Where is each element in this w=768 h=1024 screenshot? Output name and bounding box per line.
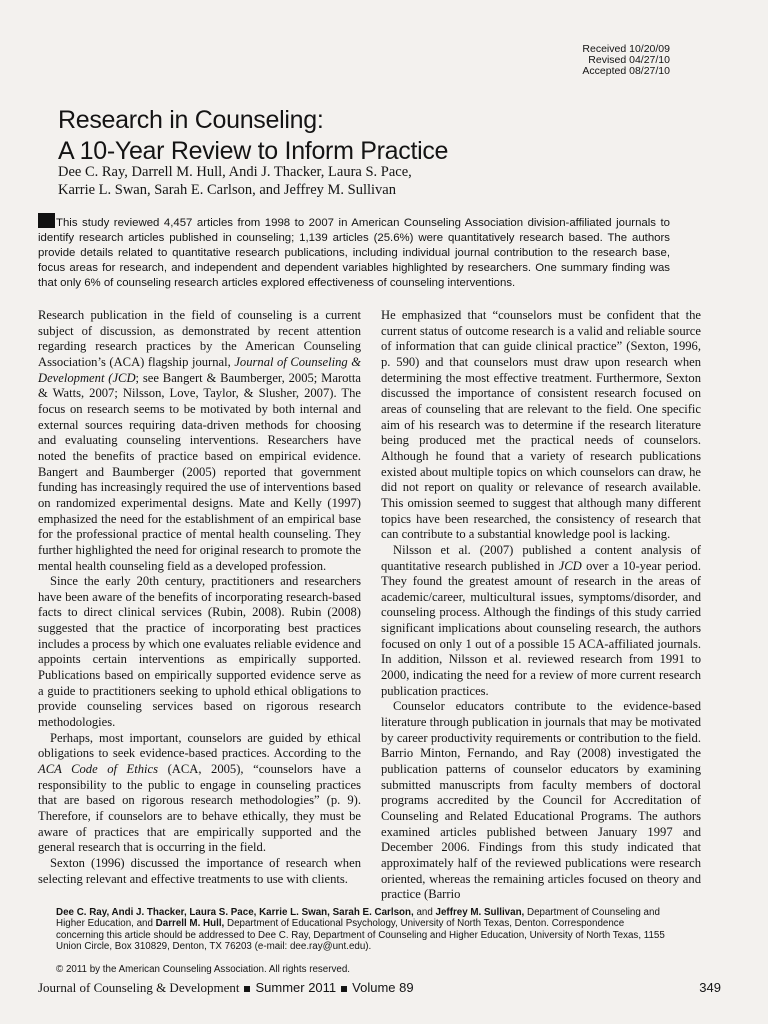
text-run: Research publication in the field of counseling is a current subject of discussion, as demonstrated by recent attention regarding research practices by the American Counseling Association’s (ACA) flagship journal, <box>38 308 361 369</box>
title-line-2: A 10-Year Review to Inform Practice <box>58 136 449 165</box>
text-run: over a 10-year period. They found the greatest amount of research in the areas of academic/career, multicultural issues, symptoms/disorder, and counseling process. Although the findings of this study carried significant implications about counseling research, the authors focused on only 1 out of a possible 15 ACA-affiliated journals. In addition, Nilsson et al. reviewed research from 1991 to 2000, indicating the need for a review of more current research publication practices. <box>381 558 702 698</box>
text-run: and <box>413 907 436 918</box>
journal-name: Journal of Counseling & Development <box>38 980 240 995</box>
abstract <box>38 213 670 291</box>
author-name: Jeffrey M. Sullivan, <box>435 907 525 918</box>
section-marker-icon <box>38 213 55 228</box>
copyright-notice: © 2011 by the American Counseling Association. All rights reserved. <box>56 964 351 975</box>
body-column-left <box>38 308 361 887</box>
paragraph <box>381 543 701 700</box>
code-of-ethics-title: ACA Code of Ethics <box>38 762 159 777</box>
paragraph <box>38 731 361 856</box>
article-title <box>58 105 578 167</box>
body-column-right <box>381 308 701 903</box>
text-run: (ACA, 2005), “counselors have a responsibility to the public to engage in counseling practices that are based on rigorous research methodologies” (p. 9). Therefore, if counselors are to behave ethically, they must be aware of practices that are empirically supported and the general research that is occurring in the field. <box>38 762 361 855</box>
running-footer <box>38 980 414 996</box>
submission-dates <box>582 44 670 77</box>
journal-abbrev: JCD <box>558 558 582 573</box>
issue-label: Summer 2011 <box>255 980 337 995</box>
author-name: Darrell M. Hull, <box>155 918 225 930</box>
paragraph: Sexton (1996) discussed the importance of research when selecting relevant and effective treatments to use with clients. <box>38 855 361 886</box>
paragraph: He emphasized that “counselors must be confident that the current status of outcome research is a valid and reliable source of information that can guide clinical practice” (Sexton, 1996, p. 590) and that counselors must draw upon research when determining the most effective treatment. Furthermore, Sexton discussed the importance of consistent research focused on areas of counseling that are relevant to the field. One specific aim of his research was to determine if the research literature being produced met the practical needs of counselors. Although he found that a variety of research publications existed about multiple topics on which counselors can draw, he did not report on quality or relevance of research available. This omission seemed to suggest that although many different topics have been researched, the consistency of research that can contribute to a substantial knowledge pool is lacking. <box>381 308 701 542</box>
square-bullet-icon <box>244 986 250 992</box>
text-run: Nilsson et al. (2007) published a content analysis of quantitative research published in <box>381 542 701 573</box>
received-date: Received 10/20/09 <box>582 43 670 55</box>
authors-line-2: Karrie L. Swan, Sarah E. Carlson, and Jeffrey M. Sullivan <box>58 182 396 198</box>
square-bullet-icon <box>341 986 347 992</box>
author-names: Dee C. Ray, Andi J. Thacker, Laura S. Pace, Karrie L. Swan, Sarah E. Carlson, <box>56 907 414 918</box>
journal-name: Journal of Counseling & Development (JCD <box>38 354 362 385</box>
title-line-1: Research in Counseling: <box>58 105 324 134</box>
author-footnote <box>56 907 671 953</box>
text-run: ; see Bangert & Baumberger, 2005; Marotta & Watts, 2007; Nilsson, Love, Taylor, & Slusher, 2007). The focus on research seems to be motivated by both internal and external sources requiring data-driven methods for choosing and evaluating counseling interventions. Researchers have noted the benefits of practice based on empirical evidence. Bangert and Baumberger (2005) reported that government funding has increasingly required the use of interventions based on randomized experimental designs. Mate and Kelly (1997) emphasized the need for the establishment of an empirical base for the professional practice of mental health counseling. They further highlighted the need for original research to promote the mental health counseling field as a developed profession. <box>38 370 361 573</box>
paragraph: Since the early 20th century, practitioners and researchers have been aware of the benefits of incorporating research-based facts to direct clinical services (Rubin, 2008). Rubin (2008) suggested that the practice of incorporating best practices includes a process by which one evaluates reliable evidence and appoints certain interventions as empirically supported. Publications based on empirically supported evidence serve as a guide to practitioners seeking to uphold ethical obligations to provide counseling services based on rigorous research methodologies. <box>38 574 361 730</box>
authors-line-1: Dee C. Ray, Darrell M. Hull, Andi J. Thacker, Laura S. Pace, <box>58 164 412 180</box>
author-list <box>58 163 618 199</box>
revised-date: Revised 04/27/10 <box>588 54 670 66</box>
paragraph <box>38 308 361 574</box>
paragraph: Counselor educators contribute to the evidence-based literature through publication in journals that may be motivated by career productivity requirements or contribution to the field. Barrio Minton, Fernando, and Ray (2008) investigated the publication patterns of counselor educators by examining submitted manuscripts from faculty members of doctoral programs accredited by the Council for Accreditation of Counseling and Related Educational Programs. The authors examined articles published between January 1997 and December 2006. Findings from this study indicated that approximately half of the reviewed publications were research oriented, whereas the remaining articles focused on theory and practice (Barrio <box>381 699 701 902</box>
abstract-text: This study reviewed 4,457 articles from 1998 to 2007 in American Counseling Association division-affiliated journals to identify research articles published in counseling; 1,139 articles (25.6%) were quantitatively research based. The authors provide details related to quantitative research publications, including individual journal contribution to the research base, focus areas for research, and independent and dependent variables highlighted by researchers. One summary finding was that only 6% of counseling research articles explored effectiveness of counseling interventions. <box>38 217 670 289</box>
accepted-date: Accepted 08/27/10 <box>582 65 670 77</box>
volume-label: Volume 89 <box>352 980 414 995</box>
text-run: Department of Educational Psychology, University of North Texas, Denton. Correspondence concerning this article should be addressed to Dee C. Ray, Department of Counseling and Higher Education, University of North Texas, 1155 Union Circle, Box 310829, Denton, TX 76203 (e-mail: dee.ray@unt.edu). <box>56 918 665 953</box>
text-run: Department of Counseling and Higher Education, and <box>56 907 660 930</box>
page-number: 349 <box>699 980 721 995</box>
text-run: Perhaps, most important, counselors are guided by ethical obligations to seek evidence-based practices. According to the <box>38 730 361 761</box>
